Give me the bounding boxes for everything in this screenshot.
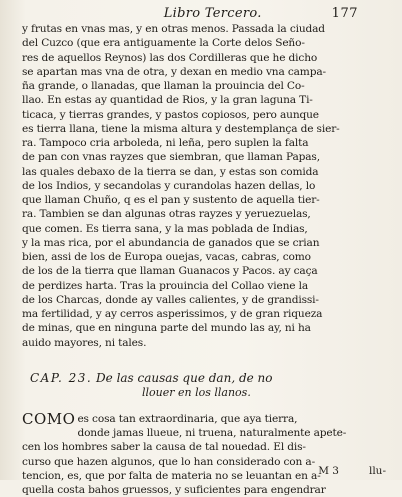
paragraph-1 [22,22,388,350]
paragraph-1-line: bien, assi de los de Europa ouejas, vacas, cabras, como [22,251,311,263]
paragraph-1-line: auido mayores, ni tales. [22,336,147,349]
paragraph-1-line: es tierra llana, tiene la misma altura y destemplança de sier- [22,122,340,135]
paragraph-1-line: de los Indios, y secandolas y curandolas hazen dellas, lo [22,179,316,192]
paragraph-1-line: ma fertilidad, y ay cerros asperissimos, y de gran riqueza [22,308,323,320]
paragraph-1-line: res de aquellos Reynos) las dos Cordilleras que he dicho [22,51,318,64]
paragraph-2-line: donde jamas llueue, ni truena, naturalmente apete- [77,427,347,439]
paragraph-1-line: ticaca, y tierras grandes, y pastos copiosos, pero aunque [22,108,319,121]
paragraph-1-line: de los Charcas, donde ay valles calientes, y de grandissi- [22,293,319,306]
paragraph-1-line: de pan con vnas rayzes que siembran, que llaman Papas, [22,151,320,164]
paragraph-1-line: y frutas en vnas mas, y en otras menos. Passada la ciudad [22,23,325,35]
paragraph-1-line: de los de la tierra que llaman Guanacos y Pacos. ay caça [22,265,318,278]
signature-mark: M 3 [318,465,339,477]
paragraph-2 [22,409,388,497]
signature-line [318,464,386,478]
catchword: llu- [368,465,386,477]
paragraph-2-line: cen los hombres saber la causa de tal nouedad. El dis- [22,441,306,454]
page-number: 177 [331,6,358,21]
paragraph-1-line: ña grande, o llanadas, que llaman la prouincia del Co- [22,80,305,92]
paragraph-1-line: llao. En estas ay quantidad de Rios, y la gran laguna Ti- [22,94,313,107]
paragraph-2-line: quella costa bahos gruessos, y suficientes para engendrar [22,484,326,496]
paragraph-1-line: de minas, que en ninguna parte del mundo las ay, ni ha [22,322,311,335]
chapter-title-line-1: De las causas que dan, de no [96,370,273,385]
paragraph-1-line: se apartan mas vna de otra, y dexan en medio vna campa- [22,65,326,78]
chapter-number: CAP. 23. [30,370,93,385]
paragraph-1-line: que llaman Chuño, q es el pan y sustento de aquella tier- [22,194,320,206]
paragraph-1-line: de perdizes harta. Tras la prouincia del Collao viene la [22,279,308,292]
paragraph-1-line: ra. Tambien se dan algunas otras rayzes y yeruezuelas, [22,208,311,221]
chapter-title-line-2: llouer en los llanos. [142,385,251,399]
paragraph-1-line: que comen. Es tierra sana, y la mas poblada de Indias, [22,222,308,235]
paragraph-1-line: y la mas rica, por el abundancia de ganados que se crian [22,236,320,249]
running-title: Libro Tercero. [163,6,262,21]
paragraph-2-line: tencion, es, que por falta de materia no se leuantan en a- [22,469,321,482]
paragraph-1-line: las quales debaxo de la tierra se dan, y estas son comida [22,165,319,178]
chapter-heading [22,370,388,400]
paragraph-2-line: es cosa tan extraordinaria, que aya tierra, [77,412,298,425]
paragraph-1-line: del Cuzco (que era antiguamente la Corte delos Seño- [22,37,305,50]
paragraph-1-line: ra. Tampoco cria arboleda, ni leña, pero suplen la falta [22,137,309,149]
page-header [22,6,388,22]
drop-word: COMO [22,409,76,428]
paragraph-2-line: curso que hazen algunos, que lo han considerado con a- [22,455,316,468]
